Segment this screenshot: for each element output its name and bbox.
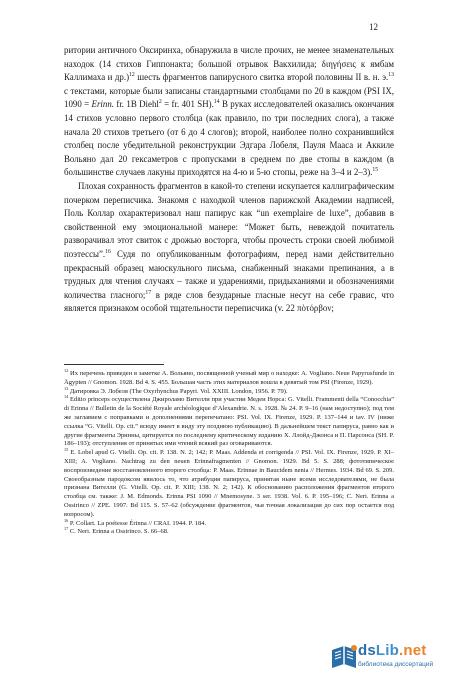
footnote-16: $^{16}$ P. Collart. La poétesse Érinna // CRAI. 1944. P. 184. bbox=[64, 517, 207, 527]
main-text bbox=[64, 44, 394, 316]
footnote-12: $^{12}$ Их перечень приведен в заметке А. Вольяно, посвященной ученый мир о находке: A. Vogliano. Neue Papyrusfunde in Ägypten // Gnomon. 1928. Bd 4. S. 455. Большая часть этих материалов вошла в девятый том PSI (Firenze, 1929). bbox=[64, 367, 395, 386]
dslib-watermark[interactable] bbox=[328, 642, 440, 674]
page-number: 12 bbox=[369, 22, 378, 32]
footnote-separator bbox=[64, 364, 164, 365]
footnote-14: $^{14}$ Editio princeps осуществлена Джироламо Вителли при участии Медеи Норса: G. Vitelli. Frammenti della “Conocchia” di Erinna // Bulletin de la Société Royale archéologique d’Alexandrie. N. s. 1928. № 24. P. 9–16 (нам недоступно); под тем же заглавием с поправками и дополнениями перепечатано: PSI. Vol. IX. Firenze, 1929. P. 137–144 и tav. IV (ниже ссылка “G. Vitelli. Op. cit.” всюду имеет в виду эту позднюю публикацию). В дальнейшем текст папируса, равно как и другие фрагменты Эринны, цитируется по последнему критическому изданию Х. Ллойд-Джонса и П. Парсонса (SH. P. 186–193); отступления от принятых ими чтений всякий раз оговариваются. bbox=[64, 394, 395, 448]
paragraph-2: Плохая сохранность фрагментов в какой-то степени искупается каллиграфическим почерком переписчика. Знакомя с находкой членов парижской Академии надписей, Поль Коллар охарактеризовал наш папирус как “un exemplaire de luxe”, добавив в свойственной ему эмоциональной манере: “Может быть, невеждой почитатель разворачивал этот свиток с дрожью восторга, чтобы прочесть строки своей любимой поэтессы”.$^{16}$ Судя по опубликованным фотографиям, перед нами действительно прекрасный образец маюскульного письма, снабженный знаками препинания, а в трудных для чтения случаях – также и ударениями, придыханиями и обозначениями количества гласного;$^{17}$ в ряде слов безударные гласные несут на себе гравис, что является признаком особой тщательности переписчика (v. 22 πὸτόρβον; bbox=[64, 180, 394, 314]
footnotes bbox=[64, 367, 395, 537]
footnote-ref-13[interactable]: 13 bbox=[388, 72, 394, 79]
footnote-15: $^{15}$ E. Lobel apud G. Vitelli. Op. cit. P. 138. N. 2; 142; P. Maas. Addenda et corrigenda // PSI. Vol. IX. Firenze, 1929. P. XI–XIII; A. Vogliano. Nachtrag zu den neuen Erinnafragmenten // Gnomon. 1929. Bd 5. S. 288; фототипическое воспроизведение восстановленного второго столбца: P. Maas. Erinnae in Baucidem nenia // Hermes. 1934. Bd 69. S. 209. Своеобразным пародоксом явилось то, что атрибуция папируса, принятая ныне всеми исследователями, не была признана Вителли (G. Vitelli. Op. cit. P. XIII; 138. N. 2; 142). К обоснованию расположения фрагментов второго столбца см. также: J. M. Edmonds. Erinna PSI 1090 // Mnemosyne. 3 ser. 1938. Vol. 6. P. 195–196; C. Neri. Erinna a Ossirinco // ZPE. 1997. Bd 115. S. 57–62 (обсуждение фрагментов, чья точная локализация до сих пор остается под вопросом). bbox=[64, 447, 395, 518]
footnote-ref-16[interactable]: 16 bbox=[105, 248, 111, 255]
paragraph-1: ритории античного Оксиринха, обнаружила в числе прочих, не менее знаменательных находок (14 стихов Гиппонакта; большой отрывок Вакхилида; διηγήσεις к ямбам Каллимаха и др.)$^{12}$ шесть фрагментов папирусного свитка второй половины II в. н. э.$^{13}$ с текстами, которые были записаны стандартными столбцами по 20 в каждом (PSI IX, 1090 = Erinn. fr. 1B Diehl$^2$ = fr. 401 SH).$^{14}$ В руках исследователей оказались окончания 14 стихов условно первого столбца (как правило, по три последних слога), а также начала 20 стихов третьего (от 6 до 4 слогов); второй, наиболее полно сохранившийся столбец после убедительной реконструкции Эдгара Лобеля, Пауля Мааса и Аккиле Вольяно дал 20 гексаметров с пропусками в среднем по две стопы в каждом (в большинстве случаев лакуны приходятся на 4-ю и 5-ю стопы, реже на 3–4 и 2–3).$^{15}$ bbox=[64, 45, 394, 178]
dslib-subtitle: библиотека диссертаций bbox=[358, 661, 434, 668]
dslib-logo-icon bbox=[328, 642, 360, 672]
footnote-ref-15[interactable]: 15 bbox=[372, 167, 379, 174]
footnote-ref-14[interactable]: 14 bbox=[213, 99, 220, 106]
dslib-site-name: dsLib.net bbox=[358, 642, 427, 659]
footnote-ref-12[interactable]: 12 bbox=[129, 72, 135, 79]
footnote-13: $^{13}$ Датировка Э. Лобеля (The Oxyrhynchus Papyri. Vol. XXIII. London, 1956. P. 79). bbox=[64, 385, 288, 395]
footnote-ref-17[interactable]: 17 bbox=[145, 289, 152, 296]
footnote-17: $^{17}$ C. Neri. Erinna a Ossirinco. S. 66–68. bbox=[64, 526, 169, 536]
